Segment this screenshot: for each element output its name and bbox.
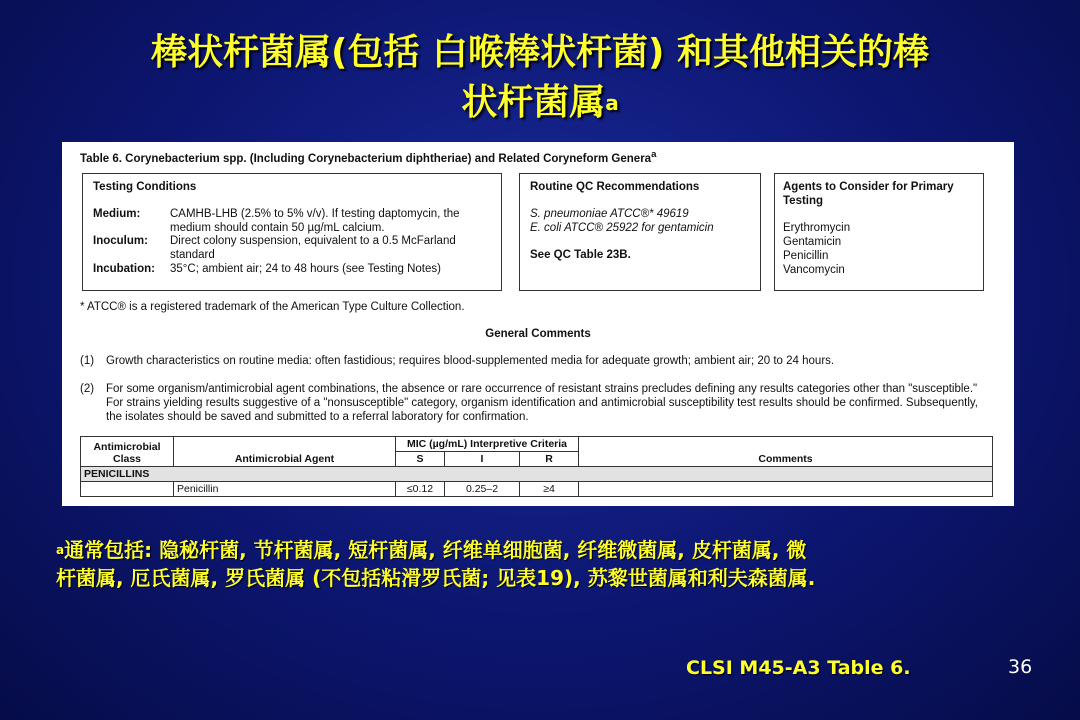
table-row (81, 482, 993, 497)
col-class-header: Antimicrobial Class (81, 437, 174, 467)
table-title: Table 6. Corynebacterium spp. (Including Corynebacterium diphtheriae) and Related Coryneform Genera$^a$ (80, 149, 657, 165)
slide-caption (56, 536, 1046, 592)
caption-line-1: $^a$通常包括: 隐秘杆菌, 节杆菌属, 短杆菌属, 纤维单细胞菌, 纤维微菌属, 皮杆菌属, 微 (56, 538, 807, 562)
clsi-table-scan: Table 6. Corynebacterium spp. (Including Corynebacterium diphtheriae) and Related Coryneform Genera$^a$ Testing Conditions Medium: CAMHB-LHB (2.5% to 5% v/v). If testing daptomycin, the medium should contain 50 µg/mL calcium. Inoculum: Direct colony suspension, equivalent to a 0.5 McFarland standard Incubation: 35°C; ambient air; 24 to 48 hours (see Testing Notes) Routine QC Recommendations S. pneumoniae ATCC®* 49619 E. coli ATCC® 25922 for gentamicin See QC Table 23B. Agents to Consider for Primary Testing Erythromycin Gentamicin Penicillin Vancomycin * ATCC® is a registered trademark of the American Type Culture Collection. General Comments (1) Growth characteristics on routine media: often fastidious; requires blood-supplemented media for adequate growth; ambient air; 20 to 24 hours. (2) For some organism/antimicrobial agent combinations, the absence or rare occurrence of resistant strains precludes defining any results categories other than "susceptible." For strains yielding results suggestive of a "nonsusceptible" category, organism identification and antimicrobial susceptibility test results should be confirmed. Subsequently, the isolates should be saved and submitted to a referral laboratory for confirmation. Antimicrobial Class Antimicrobial Agent MIC (µg/mL) Interpretive Criteria Comments S I R PENICILLINS Penicillin ≤0.12 0.25–2 ≥4 (62, 142, 1014, 506)
title-line-2: 状杆菌属$^a$ (461, 82, 619, 123)
qc-line-2: E. coli ATCC® 25922 for gentamicin (530, 222, 714, 234)
agents-header: Agents to Consider for Primary Testing (783, 181, 954, 207)
title-superscript: a (605, 91, 619, 115)
col-mic-header: MIC (µg/mL) Interpretive Criteria (396, 437, 579, 452)
slide-title (0, 28, 1080, 128)
i-cell: 0.25–2 (445, 482, 520, 497)
group-penicillins: PENICILLINS (81, 467, 993, 482)
qc-line-3: See QC Table 23B. (530, 249, 631, 261)
agent-item: Erythromycin (783, 222, 851, 234)
r-cell: ≥4 (520, 482, 579, 497)
col-agent-header: Antimicrobial Agent (174, 437, 396, 467)
col-comments-header: Comments (579, 437, 993, 467)
qc-recommendations-box (519, 173, 761, 291)
col-i-header: I (445, 452, 520, 467)
agent-item: Gentamicin (783, 236, 842, 248)
page-number: 36 (1008, 656, 1033, 678)
title-line-1: 棒状杆菌属(包括 白喉棒状杆菌) 和其他相关的棒 (151, 32, 929, 73)
col-s-header: S (396, 452, 445, 467)
testing-conditions-header: Testing Conditions (93, 181, 197, 193)
s-cell: ≤0.12 (396, 482, 445, 497)
testing-conditions-box: Testing Conditions Medium: CAMHB-LHB (2.5% to 5% v/v). If testing daptomycin, the medium should contain 50 µg/mL calcium. Inoculum: Direct colony suspension, equivalent to a 0.5 McFarland standard Incubation: 35°C; ambient air; 24 to 48 hours (see Testing Notes) (82, 173, 502, 291)
col-r-header: R (520, 452, 579, 467)
caption-line-2: 杆菌属, 厄氏菌属, 罗氏菌属 (不包括粘滑罗氏菌; 见表19), 苏黎世菌属和利夫森菌属. (56, 566, 816, 590)
source-citation: CLSI M45-A3 Table 6. (686, 657, 911, 679)
agent-item: Vancomycin (783, 264, 845, 276)
agent-item: Penicillin (783, 250, 829, 262)
atcc-footnote: * ATCC® is a registered trademark of the American Type Culture Collection. (80, 301, 465, 313)
qc-header: Routine QC Recommendations (530, 181, 700, 193)
primary-agents-box (774, 173, 984, 291)
agent-cell: Penicillin (174, 482, 396, 497)
antimicrobial-table (80, 436, 993, 497)
general-comments-header: General Comments (485, 328, 591, 340)
qc-line-1: S. pneumoniae ATCC®* 49619 (530, 208, 689, 220)
